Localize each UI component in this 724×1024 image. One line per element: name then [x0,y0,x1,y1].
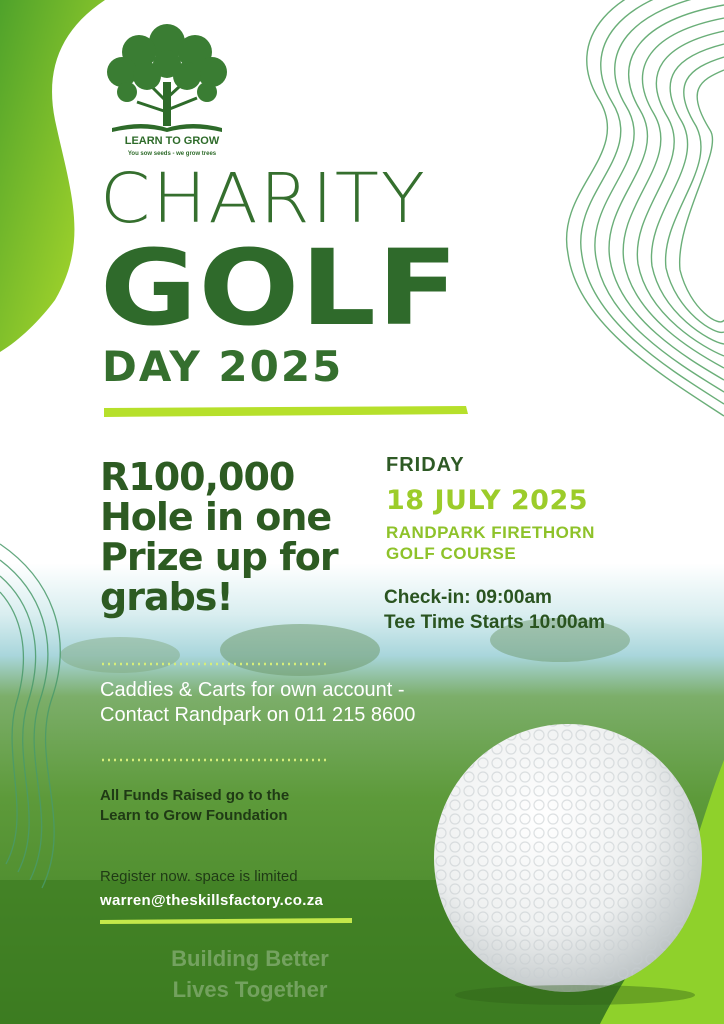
venue-line1: RANDPARK FIRETHORN [386,523,595,542]
prize-text: R100,000 Hole in one Prize up for grabs! [100,455,338,619]
register-text: Register now. space is limited [100,868,298,885]
footer-line1: Building Better [171,946,329,971]
logo-tagline: You sow seeds - we grow trees [127,151,217,157]
contact-email[interactable]: warren@theskillsfactory.co.za [100,892,324,909]
headline-day: DAY 2025 [102,342,344,391]
headline-golf: GOLF [100,227,460,349]
venue-line2: GOLF COURSE [386,544,517,564]
event-venue [386,522,595,565]
logo-name: LEARN TO GROW [124,135,220,147]
footer-slogan [150,944,350,1006]
footer-line2: Lives Together [172,976,328,1002]
checkin-time: Check-in: 09:00am [384,587,552,608]
event-day: FRIDAY [386,454,465,476]
caddies-info: Caddies & Carts for own account - Contact Randpark on 011 215 8600 [100,679,416,726]
headline-charity: CHARITY [100,158,427,238]
event-date: 18 JULY 2025 [386,485,589,516]
tee-time: Tee Time Starts 10:00am [384,611,606,633]
event-times [384,586,605,635]
funds-info: All Funds Raised go to the Learn to Grow Foundation [100,787,290,824]
